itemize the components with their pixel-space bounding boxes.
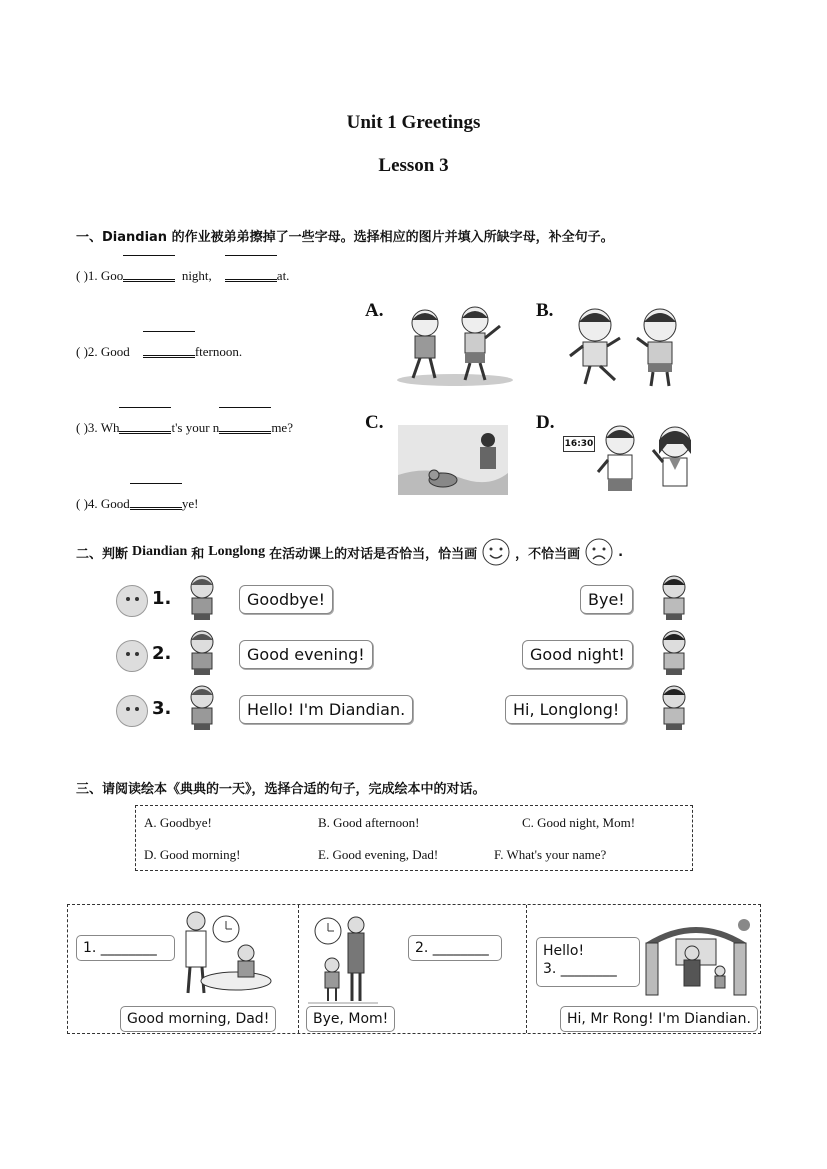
options-box [135,805,693,871]
question-number: 4. [87,496,98,511]
panel1-dad-and-son-illustration [176,909,276,995]
question-text: night, [181,268,212,283]
heading-text: ，不恰当画 [515,546,581,562]
diandian-icon [184,628,220,676]
question-text: Good [100,496,130,511]
picture-b-two-kids-waving [565,298,695,390]
fill-blank[interactable] [130,495,182,508]
section3-heading: 三、请阅读绘本《典典的一天》，选择合适的句子，完成绘本中的对话。 [76,782,486,797]
answer-paren[interactable]: ( ) [76,496,88,511]
speech-bubble-left: Hello! I'm Diandian. [239,695,413,724]
heading-text: 和 [191,546,205,562]
fill-blank[interactable] [119,419,171,432]
question-1 [76,267,289,284]
longlong-icon [656,628,692,676]
panel3-bottom-bubble: Hi, Mr Rong! I'm Diandian. [560,1006,758,1032]
heading-text: 二、判断 [76,546,129,562]
picture-book-panels [67,904,761,1034]
panel3-school-gate-illustration [640,915,752,997]
option-a: A. Goodbye! [144,815,212,830]
picture-label-b: B. [536,300,554,321]
fill-blank[interactable] [225,267,277,280]
question-number: 2. [87,344,98,359]
panel3-blank: 3. ________ [543,961,617,977]
fill-blank[interactable] [219,419,271,432]
question-text: Good [100,344,130,359]
dialogue-number: 2. [152,643,172,664]
panel3-answer-bubble[interactable] [536,937,640,987]
diandian-icon [184,573,220,621]
panel3-greeting: Hello! [543,943,585,959]
digital-clock: 16:30 [563,436,595,452]
question-text: Goo [100,268,124,283]
speech-bubble-right: Good night! [522,640,633,669]
picture-d-two-kids-evening [595,420,705,498]
panel2-bottom-bubble: Bye, Mom! [306,1006,395,1032]
longlong-icon [656,573,692,621]
page-title: Unit 1 Greetings [346,112,481,133]
question-4 [76,495,198,512]
picture-label-d: D. [536,412,555,433]
picture-label-a: A. [365,300,384,321]
student-name: Diandian [132,544,188,559]
speech-bubble-right: Hi, Longlong! [505,695,627,724]
blank-face-icon[interactable] [116,640,148,672]
panel1-bottom-bubble: Good morning, Dad! [120,1006,276,1032]
dialogue-number: 1. [152,588,172,609]
section2-heading [76,537,623,567]
smiley-face-icon [481,537,511,567]
picture-label-c: C. [365,412,384,433]
heading-text: . [618,544,624,560]
option-f: F. What's your name? [494,847,607,862]
option-d: D. Good morning! [144,847,241,862]
fill-blank[interactable] [123,267,175,280]
question-text: fternoon. [194,344,243,359]
panel1-answer-bubble[interactable]: 1. ________ [76,935,175,961]
panel2-mom-and-son-illustration [308,913,378,1009]
answer-paren[interactable]: ( ) [76,268,88,283]
question-text: at. [276,268,290,283]
longlong-icon [656,683,692,731]
question-text: Wh [100,420,120,435]
section1-heading: 一、Diandian 的作业被弟弟擦掉了一些字母。选择相应的图片并填入所缺字母，补全句子。 [76,230,614,245]
answer-paren[interactable]: ( ) [76,420,88,435]
question-number: 3. [87,420,98,435]
picture-a-two-kids-walking [395,298,515,388]
lesson-title: Lesson 3 [378,155,449,176]
question-text: t's your n [171,420,220,435]
question-3 [76,419,293,436]
option-b: B. Good afternoon! [318,815,420,830]
heading-text: 在活动课上的对话是否恰当，恰当画 [269,546,478,562]
option-c: C. Good night, Mom! [522,815,636,830]
speech-bubble-right: Bye! [580,585,633,614]
dialogue-number: 3. [152,698,172,719]
speech-bubble-left: Good evening! [239,640,373,669]
sad-face-icon [584,537,614,567]
question-number: 1. [87,268,98,283]
blank-face-icon[interactable] [116,695,148,727]
blank-face-icon[interactable] [116,585,148,617]
answer-paren[interactable]: ( ) [76,344,88,359]
option-e: E. Good evening, Dad! [318,847,439,862]
question-2 [76,343,242,360]
panel2-answer-bubble[interactable]: 2. ________ [408,935,502,961]
speech-bubble-left: Goodbye! [239,585,333,614]
student-name: Longlong [208,544,266,559]
diandian-icon [184,683,220,731]
question-text: me? [271,420,293,435]
picture-c-night-scene [398,425,508,495]
fill-blank[interactable] [143,343,195,356]
question-text: ye! [181,496,199,511]
